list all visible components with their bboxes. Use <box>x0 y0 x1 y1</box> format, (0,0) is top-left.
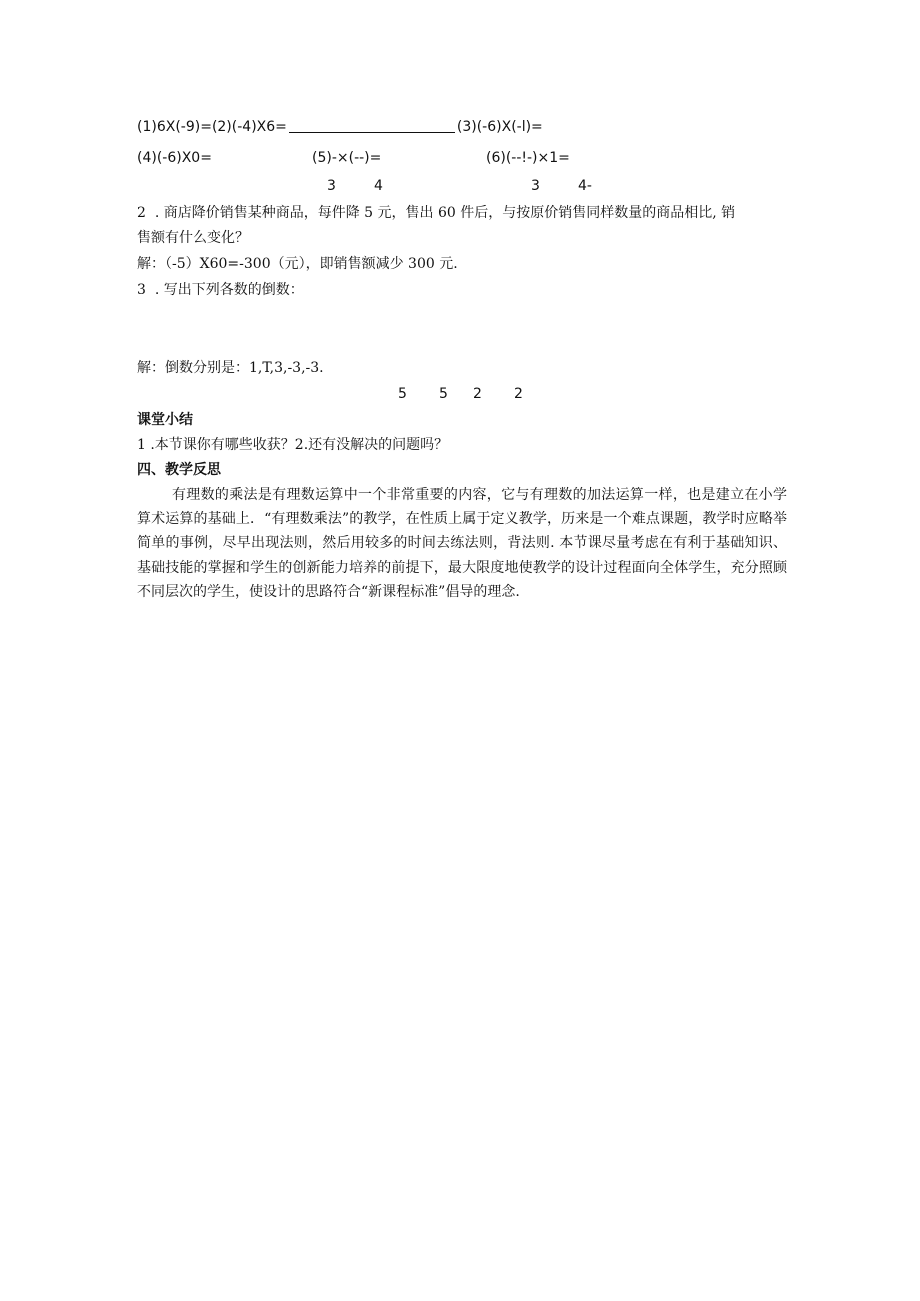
fraction-denominator: 4 <box>374 178 383 194</box>
fraction-denominator: 3 <box>327 178 336 194</box>
reflection-heading: 四、教学反思 <box>137 462 221 478</box>
exercise-5: (5)-×(--)= <box>312 150 382 166</box>
problem-2-text: . 商店降价销售某种商品，每件降 5 元，售出 60 件后，与按原价销售同样数量的商品相比, 销 <box>154 205 736 221</box>
reflection-paragraph: 有理数的乘法是有理数运算中一个非常重要的内容，它与有理数的加法运算一样，也是建立在小学算术运算的基础上．“有理数乘法”的教学，在性质上属于定义教学，历来是一个难点课题，教学时应略举简单的事例，尽早出现法则，然后用较多的时间去练法则，背法则. 本节课尽量考虑在有利于基础知识、基础技能的掌握和学生的创新能力培养的前提下，最大限度地使教学的设计过程面向全体学生，充分照顾不同层次的学生，使设计的思路符合“新课程标准”倡导的理念. <box>137 487 787 600</box>
fraction-denominator: 2 <box>473 386 482 402</box>
exercise-4: (4)(-6)X0= <box>137 150 212 166</box>
exercise-3: (3)(-6)X(-l)= <box>456 119 543 135</box>
exercise-row-1 <box>137 117 543 137</box>
problem-2-question <box>137 203 735 223</box>
exercise-6: (6)(--!-)×1= <box>486 150 570 166</box>
problem-number: 3 <box>137 282 146 298</box>
fraction-denominator: 5 <box>398 386 407 402</box>
problem-3-answer: 解：倒数分别是：1,T,3,-3,-3. <box>137 360 324 376</box>
problem-3-question <box>137 280 304 300</box>
answer-blank <box>289 118 455 133</box>
summary-content: 1 .本节课你有哪些收获？2.还有没解决的问题吗？ <box>137 437 449 453</box>
fraction-denominator: 4- <box>578 178 592 194</box>
fraction-denominator: 5 <box>439 386 448 402</box>
problem-2-question-continued: 售额有什么变化？ <box>137 230 249 246</box>
exercise-1-2: (1)6X(-9)=(2)(-4)X6= <box>137 119 287 135</box>
summary-heading: 课堂小结 <box>137 412 193 428</box>
fraction-denominator: 2 <box>514 386 523 402</box>
fraction-denominator: 3 <box>531 178 540 194</box>
problem-number: 2 <box>137 205 146 221</box>
problem-2-answer: 解：（-5）X60=-300（元），即销售额减少 300 元. <box>137 256 458 272</box>
problem-3-text: . 写出下列各数的倒数： <box>154 282 304 298</box>
